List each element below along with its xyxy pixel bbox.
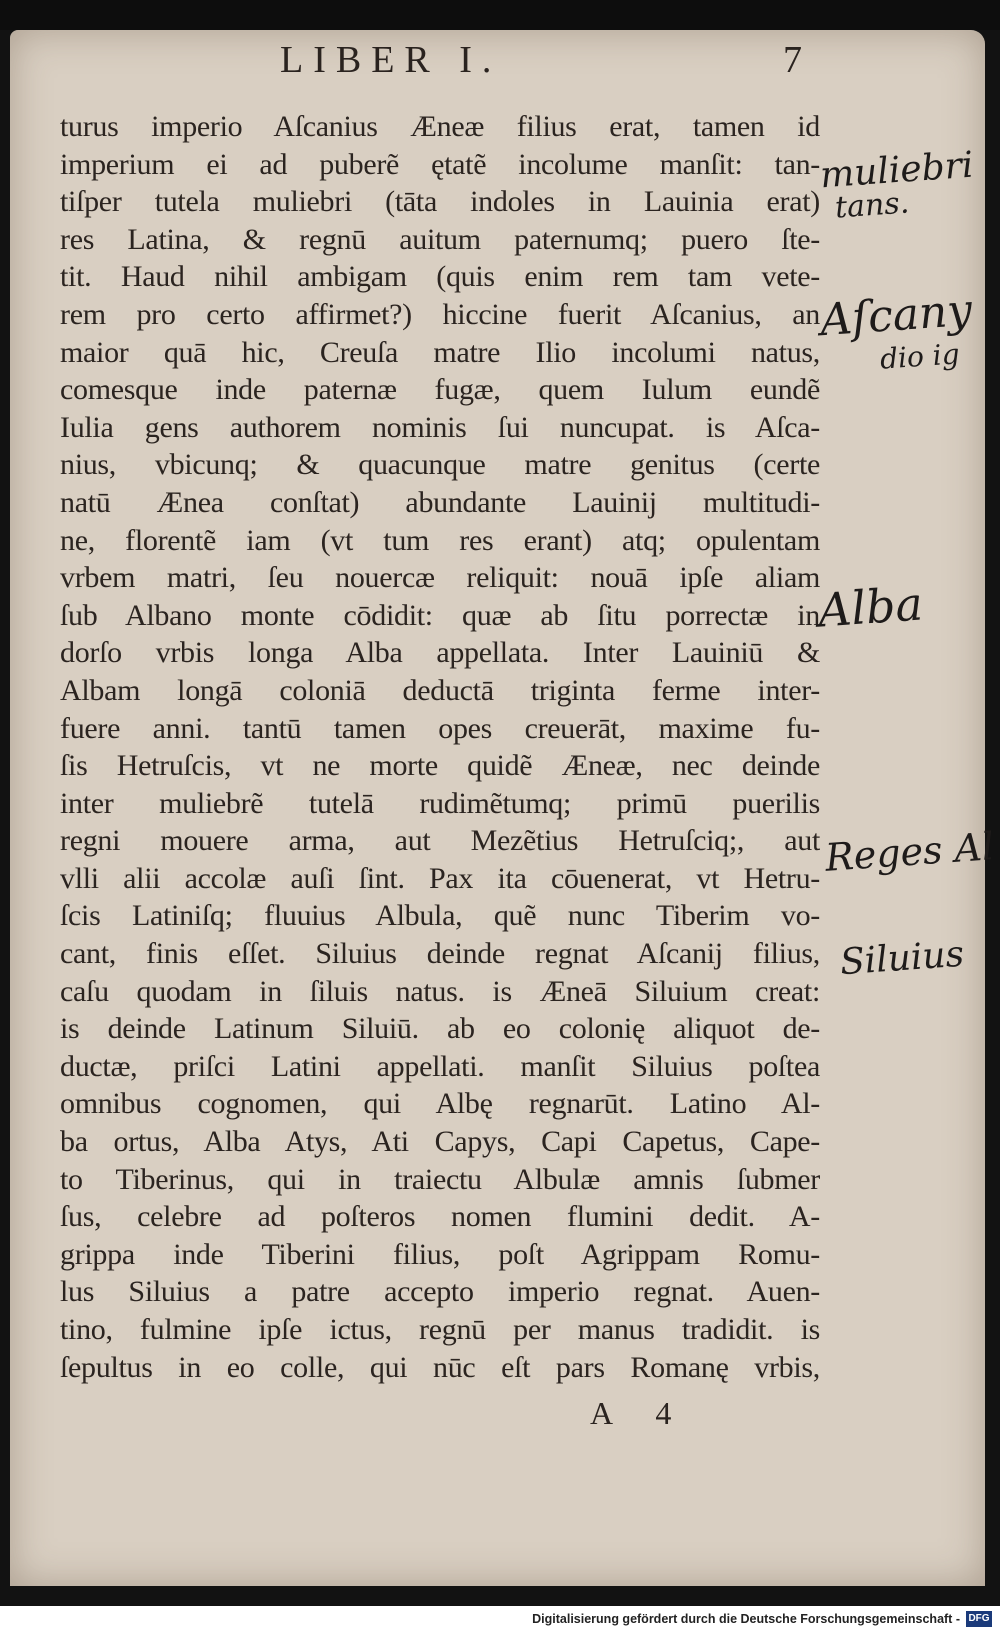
dfg-logo-icon: DFG: [966, 1611, 992, 1627]
margin-note: Reges Al: [823, 824, 996, 880]
text-line: maior quā hic, Creuſa matre Ilio incolumi natus,: [60, 335, 820, 369]
text-line: is deinde Latinum Siluiū. ab eo colonię aliquot de-: [60, 1012, 820, 1046]
text-line: tiſper tutela muliebri (tāta indoles in Lauinia erat): [60, 185, 820, 219]
text-line: cant, finis eſſet. Siluius deinde regnat Aſcanij filius,: [60, 937, 820, 971]
margin-note: tans.: [833, 185, 911, 226]
text-line: tit. Haud nihil ambigam (quis enim rem tam vete-: [60, 260, 820, 294]
text-line: lus Siluius a patre accepto imperio regnat. Auen-: [60, 1275, 820, 1309]
text-line: dorſo vrbis longa Alba appellata. Inter Lauiniū &: [60, 636, 820, 670]
scan-top-edge: [0, 0, 1000, 30]
text-line: ba ortus, Alba Atys, Ati Capys, Capi Capetus, Cape-: [60, 1125, 820, 1159]
text-line: fuere anni. tantū tamen opes creuerāt, maxime fu-: [60, 711, 820, 745]
margin-note: muliebri: [818, 144, 975, 197]
text-line: ſepultus in eo colle, qui nūc eſt pars Romanę vrbis,: [60, 1350, 820, 1384]
text-line: tino, fulmine ipſe ictus, regnū per manus tradidit. is: [60, 1313, 820, 1346]
text-line: ductæ, priſci Latini appellati. manſit Siluius poſtea: [60, 1049, 820, 1083]
text-line: ſub Albano monte cōdidit: quæ ab ſitu porrectæ in: [60, 598, 820, 632]
body-text: [60, 108, 820, 1386]
text-line: to Tiberinus, qui in traiectu Albulæ amnis ſubmer: [60, 1162, 820, 1196]
text-line: Albam longā coloniā deductā triginta ferme inter-: [60, 673, 820, 707]
text-line: caſu quodam in ſiluis natus. is Æneā Siluium creat:: [60, 974, 820, 1008]
text-line: ſis Hetruſcis, vt ne morte quidẽ Æneæ, nec deinde: [60, 749, 820, 783]
text-line: turus imperio Aſcanius Æneæ filius erat, tamen id: [60, 110, 820, 143]
text-line: nius, vbicunq; & quacunque matre genitus (certe: [60, 448, 820, 482]
text-line: res Latina, & regnū auitum paternumq; puero ſte-: [60, 222, 820, 256]
margin-note: dio ig: [878, 337, 961, 376]
footer-bar: [0, 1606, 1000, 1634]
text-line: vrbem matri, ſeu nouercæ reliquit: nouā ipſe aliam: [60, 561, 820, 595]
text-line: rem pro certo affirmet?) hiccine fuerit Aſcanius, an: [60, 297, 820, 331]
text-line: ſus, celebre ad poſteros nomen flumini dedit. A-: [60, 1200, 820, 1234]
text-line: ne, florentẽ iam (vt tum res erant) atq; opulentam: [60, 523, 820, 557]
footer-credit: Digitalisierung gefördert durch die Deutsche Forschungsgemeinschaft -: [532, 1612, 960, 1626]
text-line: grippa inde Tiberini filius, poſt Agrippam Romu-: [60, 1237, 820, 1271]
text-line: inter muliebrẽ tutelā rudimẽtumq; primū puerilis: [60, 786, 820, 820]
text-line: natū Ænea conſtat) abundante Lauinij multitudi-: [60, 485, 820, 519]
page-number: 7: [783, 39, 802, 81]
running-head: LIBER I.: [280, 39, 502, 81]
text-line: comesque inde paternæ fugæ, quem Iulum eundẽ: [60, 373, 820, 407]
margin-note: Siluius: [838, 933, 966, 984]
margin-note: Aſcany: [818, 284, 974, 347]
text-line: regni mouere arma, aut Mezẽtius Hetruſciq;, aut: [60, 824, 820, 858]
text-line: vlli alii accolæ auſi ſint. Pax ita cōuenerat, vt Hetru-: [60, 861, 820, 895]
text-line: Iulia gens authorem nominis ſui nuncupat. is Aſca-: [60, 410, 820, 444]
text-line: omnibus cognomen, qui Albę regnarūt. Latino Al-: [60, 1087, 820, 1121]
margin-note: Alba: [816, 576, 925, 638]
text-line: imperium ei ad puberẽ ętatẽ incolume manſit: tan-: [60, 147, 820, 181]
signature-mark: A 4: [590, 1395, 690, 1431]
text-line: ſcis Latiniſq; fluuius Albula, quẽ nunc Tiberim vo-: [60, 899, 820, 933]
